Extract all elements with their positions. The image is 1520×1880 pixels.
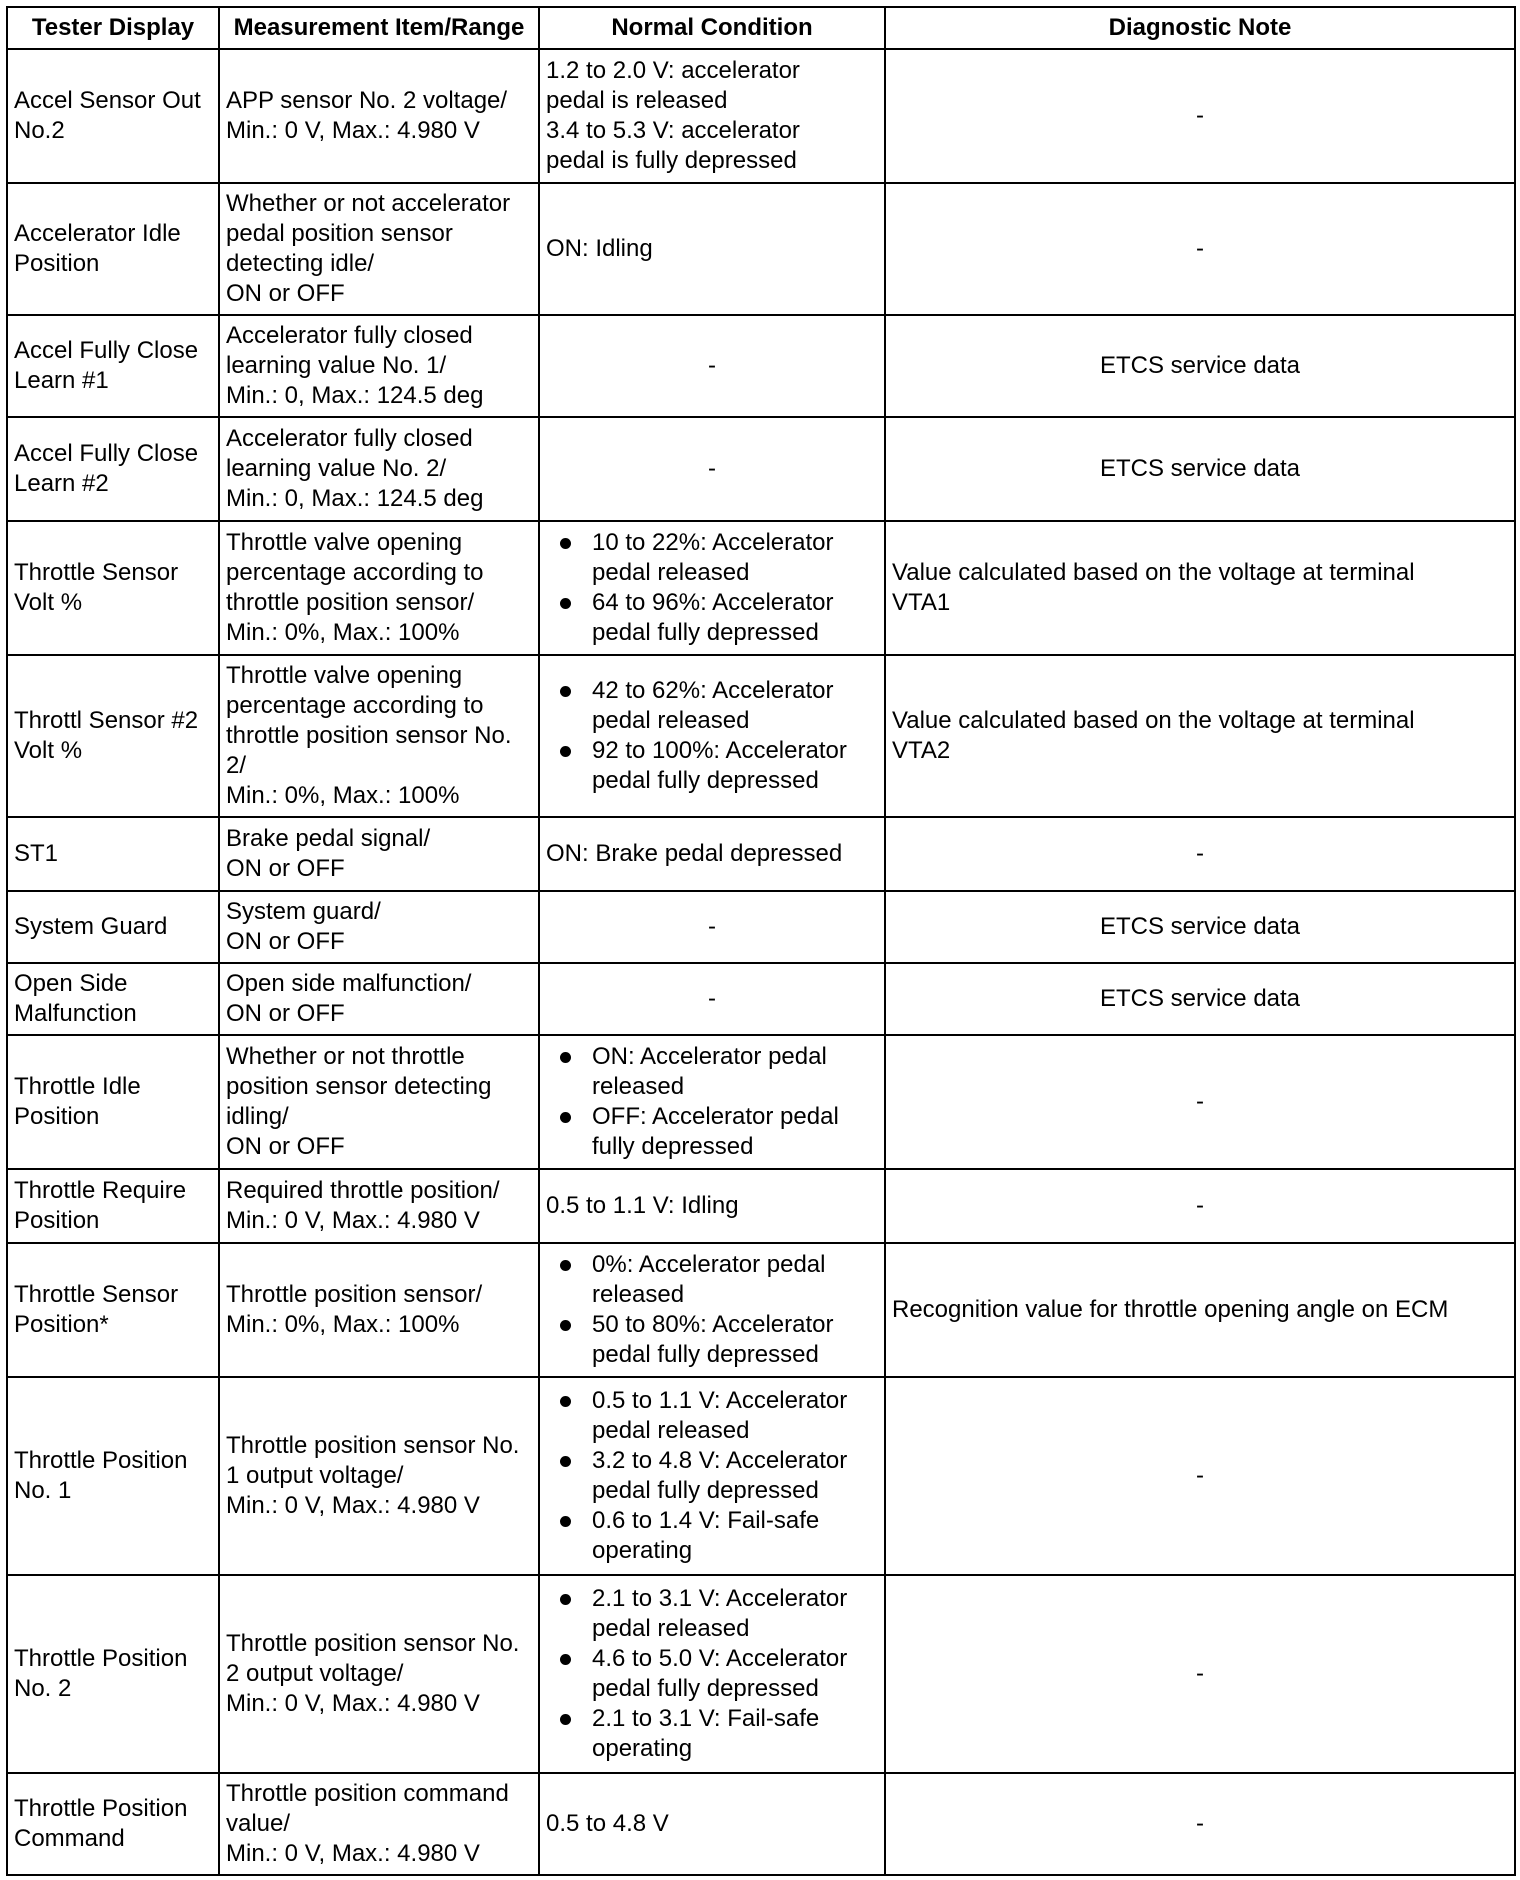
text-line: operating xyxy=(592,1735,693,1762)
cell-tester-display xyxy=(7,817,219,891)
text-line: Brake pedal signal/ xyxy=(226,825,431,852)
table-row xyxy=(7,891,1515,963)
text-line: VTA2 xyxy=(892,737,951,764)
text-line: Min.: 0%, Max.: 100% xyxy=(226,1311,460,1338)
text-line: 1 output voltage/ xyxy=(226,1462,404,1489)
cell-tester-display xyxy=(7,1243,219,1377)
cell-measurement-item xyxy=(219,891,539,963)
cell-diagnostic-note: ETCS service data xyxy=(885,315,1515,417)
list-item xyxy=(592,1102,878,1162)
cell-diagnostic-note xyxy=(885,1243,1515,1377)
text-line: Min.: 0, Max.: 124.5 deg xyxy=(226,485,484,512)
table-row xyxy=(7,1575,1515,1773)
cell-measurement-item xyxy=(219,521,539,655)
text-line: 2.1 to 3.1 V: Fail-safe xyxy=(592,1705,820,1732)
text-line: percentage according to xyxy=(226,692,484,719)
cell-normal-condition xyxy=(539,817,885,891)
condition-bullet-list xyxy=(546,528,878,648)
text-line: Throttle Sensor xyxy=(14,1281,179,1308)
list-item xyxy=(592,588,878,648)
cell-measurement-item xyxy=(219,1169,539,1243)
condition-bullet-list xyxy=(546,1042,878,1162)
text-line: 3.4 to 5.3 V: accelerator xyxy=(546,117,800,144)
cell-measurement-item xyxy=(219,1035,539,1169)
text-line: Throttle Position xyxy=(14,1447,188,1474)
text-line: pedal fully depressed xyxy=(592,1477,819,1504)
text-line: 1.2 to 2.0 V: accelerator xyxy=(546,57,800,84)
cell-diagnostic-note: - xyxy=(885,817,1515,891)
text-line: 0%: Accelerator pedal xyxy=(592,1251,826,1278)
table-row xyxy=(7,1035,1515,1169)
text-line: fully depressed xyxy=(592,1133,754,1160)
text-line: pedal is fully depressed xyxy=(546,147,797,174)
text-line: ON or OFF xyxy=(226,928,345,955)
text-line: Required throttle position/ xyxy=(226,1177,500,1204)
text-line: Malfunction xyxy=(14,1000,137,1027)
cell-tester-display xyxy=(7,1773,219,1875)
table-row xyxy=(7,963,1515,1035)
cell-normal-condition xyxy=(539,183,885,315)
text-line: ON or OFF xyxy=(226,855,345,882)
text-line: value/ xyxy=(226,1810,291,1837)
list-item xyxy=(592,1704,878,1764)
cell-diagnostic-note: ETCS service data xyxy=(885,417,1515,521)
text-line: Throttle position sensor No. xyxy=(226,1630,520,1657)
table-row xyxy=(7,1773,1515,1875)
cell-diagnostic-note: - xyxy=(885,1035,1515,1169)
table-row xyxy=(7,49,1515,183)
text-line: ON or OFF xyxy=(226,1133,345,1160)
cell-normal-condition: - xyxy=(539,891,885,963)
cell-tester-display xyxy=(7,183,219,315)
text-line: 2 output voltage/ xyxy=(226,1660,404,1687)
cell-diagnostic-note: - xyxy=(885,1377,1515,1575)
list-item xyxy=(592,1584,878,1644)
list-item xyxy=(592,1506,878,1566)
table-row xyxy=(7,817,1515,891)
cell-normal-condition: - xyxy=(539,963,885,1035)
cell-normal-condition xyxy=(539,1035,885,1169)
list-item xyxy=(592,1386,878,1446)
condition-bullet-list xyxy=(546,676,878,796)
text-line: 50 to 80%: Accelerator xyxy=(592,1311,834,1338)
text-line: Throttle valve opening xyxy=(226,529,463,556)
text-line: Accelerator fully closed xyxy=(226,322,473,349)
cell-normal-condition xyxy=(539,1773,885,1875)
cell-normal-condition xyxy=(539,1575,885,1773)
text-line: Volt % xyxy=(14,589,83,616)
text-line: 10 to 22%: Accelerator xyxy=(592,529,834,556)
cell-normal-condition: - xyxy=(539,315,885,417)
text-line: 2/ xyxy=(226,752,247,779)
table-row xyxy=(7,655,1515,817)
text-line: Min.: 0, Max.: 124.5 deg xyxy=(226,382,484,409)
cell-tester-display xyxy=(7,1575,219,1773)
text-line: Throttle Require xyxy=(14,1177,187,1204)
list-item xyxy=(592,1042,878,1102)
text-line: Min.: 0 V, Max.: 4.980 V xyxy=(226,117,480,144)
text-line: Min.: 0 V, Max.: 4.980 V xyxy=(226,1840,480,1867)
text-line: Accel Sensor Out xyxy=(14,87,201,114)
text-line: 64 to 96%: Accelerator xyxy=(592,589,834,616)
text-line: No. 1 xyxy=(14,1477,72,1504)
text-line: APP sensor No. 2 voltage/ xyxy=(226,87,508,114)
text-line: pedal is released xyxy=(546,87,728,114)
text-line: Min.: 0%, Max.: 100% xyxy=(226,782,460,809)
text-line: Learn #1 xyxy=(14,367,109,394)
text-line: Accelerator Idle xyxy=(14,220,181,247)
text-line: idling/ xyxy=(226,1103,289,1130)
cell-measurement-item xyxy=(219,417,539,521)
text-line: operating xyxy=(592,1537,693,1564)
text-line: pedal fully depressed xyxy=(592,619,819,646)
text-line: Open side malfunction/ xyxy=(226,970,472,997)
cell-diagnostic-note: ETCS service data xyxy=(885,963,1515,1035)
cell-tester-display xyxy=(7,1377,219,1575)
text-line: pedal fully depressed xyxy=(592,1341,819,1368)
text-line: System guard/ xyxy=(226,898,381,925)
cell-measurement-item xyxy=(219,963,539,1035)
text-line: throttle position sensor/ xyxy=(226,589,475,616)
text-line: 4.6 to 5.0 V: Accelerator xyxy=(592,1645,848,1672)
cell-diagnostic-note: - xyxy=(885,1773,1515,1875)
cell-measurement-item xyxy=(219,49,539,183)
text-line: pedal position sensor xyxy=(226,220,453,247)
text-line: pedal fully depressed xyxy=(592,767,819,794)
text-line: Command xyxy=(14,1825,125,1852)
text-line: 92 to 100%: Accelerator xyxy=(592,737,847,764)
cell-normal-condition xyxy=(539,1169,885,1243)
text-line: 3.2 to 4.8 V: Accelerator xyxy=(592,1447,848,1474)
text-line: Throttle Idle xyxy=(14,1073,141,1100)
cell-diagnostic-note xyxy=(885,521,1515,655)
text-line: 2.1 to 3.1 V: Accelerator xyxy=(592,1585,848,1612)
text-line: Value calculated based on the voltage at terminal xyxy=(892,707,1415,734)
cell-diagnostic-note: - xyxy=(885,49,1515,183)
text-line: ON or OFF xyxy=(226,280,345,307)
table-row xyxy=(7,315,1515,417)
list-item xyxy=(592,1250,878,1310)
text-line: Whether or not throttle xyxy=(226,1043,465,1070)
text-line: Learn #2 xyxy=(14,470,109,497)
cell-measurement-item xyxy=(219,1773,539,1875)
cell-measurement-item xyxy=(219,315,539,417)
cell-tester-display xyxy=(7,521,219,655)
text-line: percentage according to xyxy=(226,559,484,586)
text-line: ON: Idling xyxy=(546,235,653,262)
cell-tester-display xyxy=(7,1035,219,1169)
text-line: Position xyxy=(14,250,100,277)
text-line: OFF: Accelerator pedal xyxy=(592,1103,839,1130)
cell-tester-display xyxy=(7,49,219,183)
table-row xyxy=(7,521,1515,655)
text-line: position sensor detecting xyxy=(226,1073,492,1100)
text-line: released xyxy=(592,1073,685,1100)
cell-diagnostic-note: - xyxy=(885,1575,1515,1773)
cell-diagnostic-note: - xyxy=(885,183,1515,315)
text-line: ON: Accelerator pedal xyxy=(592,1043,827,1070)
condition-bullet-list xyxy=(546,1386,878,1566)
cell-tester-display xyxy=(7,963,219,1035)
text-line: pedal released xyxy=(592,559,750,586)
cell-measurement-item xyxy=(219,183,539,315)
cell-tester-display xyxy=(7,1169,219,1243)
text-line: ST1 xyxy=(14,840,59,867)
cell-tester-display xyxy=(7,315,219,417)
text-line: System Guard xyxy=(14,913,168,940)
text-line: learning value No. 1/ xyxy=(226,352,447,379)
cell-measurement-item xyxy=(219,817,539,891)
text-line: Position xyxy=(14,1207,100,1234)
text-line: ON or OFF xyxy=(226,1000,345,1027)
condition-bullet-list xyxy=(546,1584,878,1764)
table-row xyxy=(7,1377,1515,1575)
text-line: No.2 xyxy=(14,117,65,144)
text-line: pedal released xyxy=(592,1615,750,1642)
cell-tester-display xyxy=(7,655,219,817)
table-row xyxy=(7,417,1515,521)
text-line: Whether or not accelerator xyxy=(226,190,511,217)
text-line: Min.: 0 V, Max.: 4.980 V xyxy=(226,1207,480,1234)
cell-measurement-item xyxy=(219,1243,539,1377)
text-line: Open Side xyxy=(14,970,128,997)
condition-bullet-list xyxy=(546,1250,878,1370)
text-line: 42 to 62%: Accelerator xyxy=(592,677,834,704)
text-line: Accelerator fully closed xyxy=(226,425,473,452)
header-row xyxy=(7,7,1515,49)
cell-diagnostic-note: - xyxy=(885,1169,1515,1243)
text-line: Throttl Sensor #2 xyxy=(14,707,199,734)
text-line: Position* xyxy=(14,1311,109,1338)
text-line: Throttle Sensor xyxy=(14,559,179,586)
text-line: 0.5 to 1.1 V: Idling xyxy=(546,1192,739,1219)
cell-tester-display xyxy=(7,417,219,521)
list-item xyxy=(592,1310,878,1370)
cell-tester-display xyxy=(7,891,219,963)
text-line: Value calculated based on the voltage at terminal xyxy=(892,559,1415,586)
text-line: Throttle Position xyxy=(14,1795,188,1822)
text-line: detecting idle/ xyxy=(226,250,375,277)
text-line: Recognition value for throttle opening angle on ECM xyxy=(892,1296,1449,1323)
table-row xyxy=(7,1169,1515,1243)
text-line: learning value No. 2/ xyxy=(226,455,447,482)
text-line: Volt % xyxy=(14,737,83,764)
data-list-table xyxy=(6,6,1516,1876)
text-line: Accel Fully Close xyxy=(14,440,199,467)
text-line: Throttle valve opening xyxy=(226,662,463,689)
cell-normal-condition xyxy=(539,1243,885,1377)
header-tester-display: Tester Display xyxy=(7,7,219,49)
text-line: Min.: 0 V, Max.: 4.980 V xyxy=(226,1690,480,1717)
text-line: VTA1 xyxy=(892,589,951,616)
text-line: released xyxy=(592,1281,685,1308)
text-line: pedal fully depressed xyxy=(592,1675,819,1702)
text-line: Min.: 0 V, Max.: 4.980 V xyxy=(226,1492,480,1519)
text-line: Throttle position sensor No. xyxy=(226,1432,520,1459)
cell-measurement-item xyxy=(219,655,539,817)
text-line: 0.6 to 1.4 V: Fail-safe xyxy=(592,1507,820,1534)
cell-normal-condition xyxy=(539,49,885,183)
text-line: 0.5 to 4.8 V xyxy=(546,1810,669,1837)
header-measurement-item: Measurement Item/Range xyxy=(219,7,539,49)
header-normal-condition: Normal Condition xyxy=(539,7,885,49)
cell-diagnostic-note xyxy=(885,655,1515,817)
list-item xyxy=(592,1446,878,1506)
list-item xyxy=(592,676,878,736)
text-line: 0.5 to 1.1 V: Accelerator xyxy=(592,1387,848,1414)
cell-diagnostic-note: ETCS service data xyxy=(885,891,1515,963)
table-row xyxy=(7,1243,1515,1377)
text-line: pedal released xyxy=(592,707,750,734)
cell-measurement-item xyxy=(219,1575,539,1773)
cell-normal-condition: - xyxy=(539,417,885,521)
cell-normal-condition xyxy=(539,1377,885,1575)
list-item xyxy=(592,736,878,796)
text-line: pedal released xyxy=(592,1417,750,1444)
list-item xyxy=(592,528,878,588)
text-line: Accel Fully Close xyxy=(14,337,199,364)
text-line: Throttle Position xyxy=(14,1645,188,1672)
table-row xyxy=(7,183,1515,315)
text-line: Throttle position command xyxy=(226,1780,509,1807)
text-line: throttle position sensor No. xyxy=(226,722,512,749)
text-line: Throttle position sensor/ xyxy=(226,1281,483,1308)
cell-normal-condition xyxy=(539,655,885,817)
header-diagnostic-note: Diagnostic Note xyxy=(885,7,1515,49)
list-item xyxy=(592,1644,878,1704)
text-line: Min.: 0%, Max.: 100% xyxy=(226,619,460,646)
text-line: No. 2 xyxy=(14,1675,72,1702)
cell-measurement-item xyxy=(219,1377,539,1575)
cell-normal-condition xyxy=(539,521,885,655)
text-line: Position xyxy=(14,1103,100,1130)
text-line: ON: Brake pedal depressed xyxy=(546,840,843,867)
